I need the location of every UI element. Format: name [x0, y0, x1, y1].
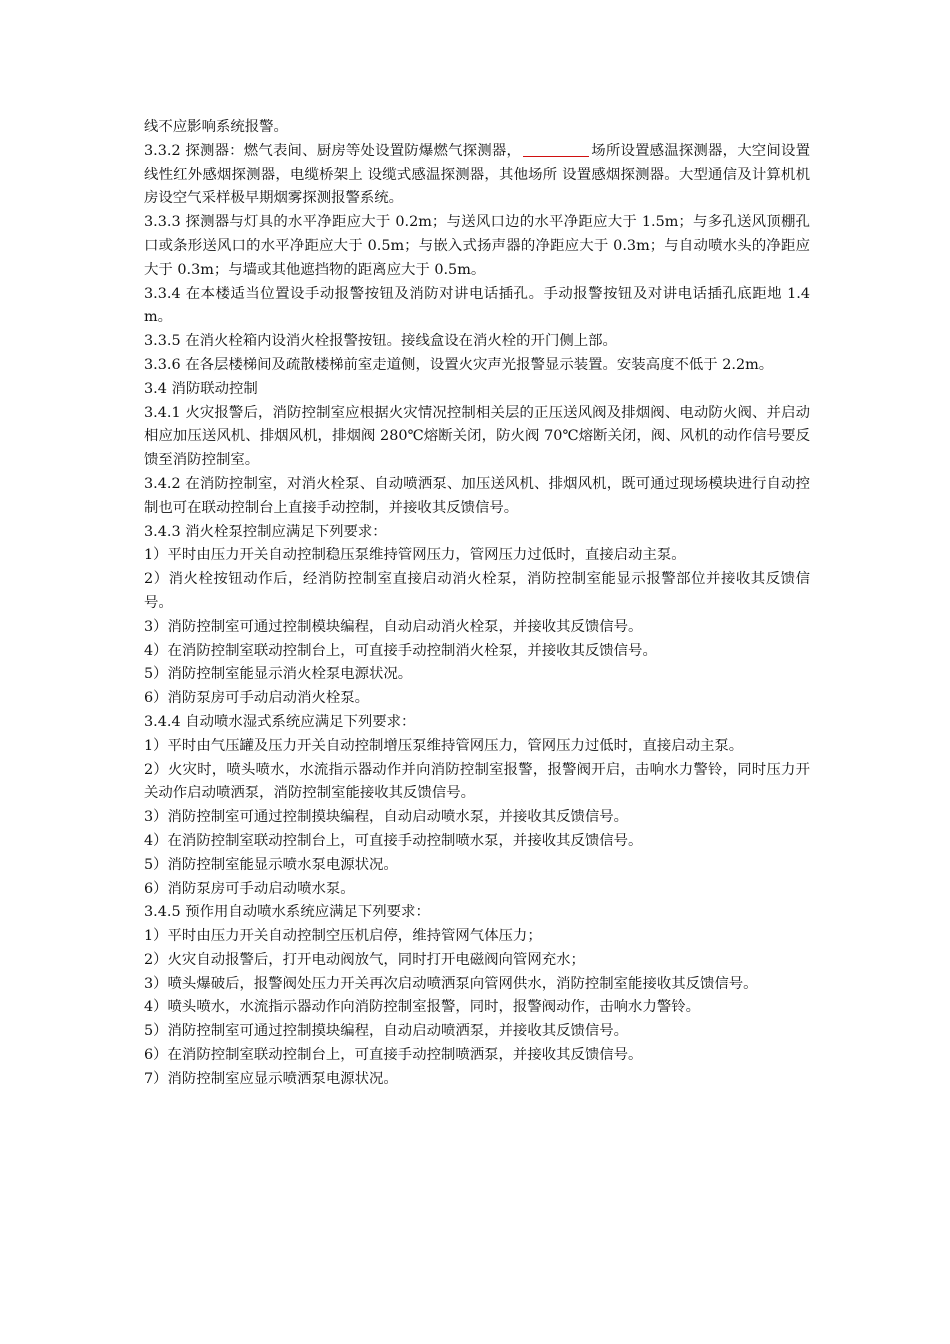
list-item: 2）火灾自动报警后，打开电动阀放气，同时打开电磁阀向管网充水；: [144, 951, 585, 968]
list-item: 3）消防控制室可通过控制模块编程，自动启动消火栓泵，并接收其反馈信号。: [144, 618, 643, 635]
list-item: 5）消防控制室能显示喷水泵电源状况。: [144, 856, 398, 873]
list-item: 4）在消防控制室联动控制台上，可直接手动控制喷水泵，并接收其反馈信号。: [144, 832, 643, 849]
document-body: [144, 116, 810, 1092]
list-item: 2）消火栓按钮动作后，经消防控制室直接启动消火栓泵，消防控制室能显示报警部位并接收其反馈信号。: [144, 571, 810, 611]
paragraph-3-3-2-part2: 场所设置感温探测器，大空间设置线性红外感烟探测器，电缆桥架上 设缆式感温探测器，其他场所 设置感烟探测器。大型通信及计算机机房设空气采样极早期烟雾探测报警系统。: [144, 142, 810, 207]
list-item: 6）在消防控制室联动控制台上，可直接手动控制喷洒泵，并接收其反馈信号。: [144, 1047, 643, 1064]
paragraph-3-3-2-part1: 3.3.2 探测器：燃气表间、厨房等处设置防爆燃气探测器，: [144, 142, 522, 159]
list-item: 1）平时由压力开关自动控制空压机启停，维持管网气体压力；: [144, 928, 542, 945]
fill-in-blank-underline: [523, 141, 589, 156]
paragraph-continuation: 线不应影响系统报警。: [144, 119, 288, 135]
list-item: 6）消防泵房可手动启动喷水泵。: [144, 880, 355, 897]
list-item: 1）平时由压力开关自动控制稳压泵维持管网压力，管网压力过低时，直接启动主泵。: [144, 547, 686, 564]
list-item: 1）平时由气压罐及压力开关自动控制增压泵维持管网压力，管网压力过低时，直接启动主泵。: [144, 737, 744, 754]
list-item: 4）喷头喷水，水流指示器动作向消防控制室报警，同时，报警阀动作，击响水力警铃。: [144, 999, 701, 1016]
paragraph-3-4-5: 3.4.5 预作用自动喷水系统应满足下列要求：: [144, 904, 430, 921]
list-item: 7）消防控制室应显示喷洒泵电源状况。: [144, 1070, 398, 1087]
list-item: 3）喷头爆破后，报警阀处压力开关再次启动喷洒泵向管网供水，消防控制室能接收其反馈信号。: [144, 975, 758, 992]
list-item: 5）消防控制室可通过控制摸块编程，自动启动喷洒泵，并接收其反馈信号。: [144, 1023, 629, 1040]
paragraph-3-4-4: 3.4.4 自动喷水湿式系统应满足下列要求：: [144, 713, 416, 730]
paragraph-3-3-6: 3.3.6 在各层楼梯间及疏散楼梯前室走道侧，设置火灾声光报警显示装置。安装高度不低于 2.2m。: [144, 356, 774, 373]
list-item: 4）在消防控制室联动控制台上，可直接手动控制消火栓泵，并接收其反馈信号。: [144, 642, 657, 659]
paragraph-3-3-3: 3.3.3 探测器与灯具的水平净距应大于 0.2m；与送风口边的水平净距应大于 1.5m；与多孔送风顶棚孔口或条形送风口的水平净距应大于 0.5m；与嵌入式扬声器的净距应大于 0.3m；与自动喷水头的净距应大于 0.3m；与墙或其他遮挡物的距离应大于 0.5m。: [144, 214, 810, 278]
paragraph-3-3-4: 3.3.4 在本楼适当位置设手动报警按钮及消防对讲电话插孔。手动报警按钮及对讲电话插孔底距地 1.4m。: [144, 285, 810, 326]
paragraph-3-4-3: 3.4.3 消火栓泵控制应满足下列要求：: [144, 523, 387, 540]
list-item: 2）火灾时，喷头喷水，水流指示器动作并向消防控制室报警，报警阀开启，击响水力警铃，同时压力开关动作启动喷洒泵，消防控制室能接收其反馈信号。: [144, 761, 810, 802]
list-item: 3）消防控制室可通过控制摸块编程，自动启动喷水泵，并接收其反馈信号。: [144, 809, 629, 826]
paragraph-3-3-2: [144, 140, 810, 211]
paragraph-3-4-2: 3.4.2 在消防控制室，对消火栓泵、自动喷洒泵、加压送风机、排烟风机，既可通过现场模块进行自动控制也可在联动控制台上直接手动控制，并接收其反馈信号。: [144, 475, 810, 516]
section-heading-3-4: 3.4 消防联动控制: [144, 380, 258, 397]
list-item: 5）消防控制室能显示消火栓泵电源状况。: [144, 666, 413, 683]
list-item: 6）消防泵房可手动启动消火栓泵。: [144, 690, 370, 707]
paragraph-3-3-5: 3.3.5 在消火栓箱内设消火栓报警按钮。接线盒设在消火栓的开门侧上部。: [144, 333, 617, 350]
paragraph-3-4-1: 3.4.1 火灾报警后，消防控制室应根据火灾情况控制相关层的正压送风阀及排烟阀、电动防火阀、并启动相应加压送风机、排烟风机，排烟阀 280℃熔断关闭，防火阀 70℃熔断关闭，阀、风机的动作信号要反馈至消防控制室。: [144, 404, 810, 469]
